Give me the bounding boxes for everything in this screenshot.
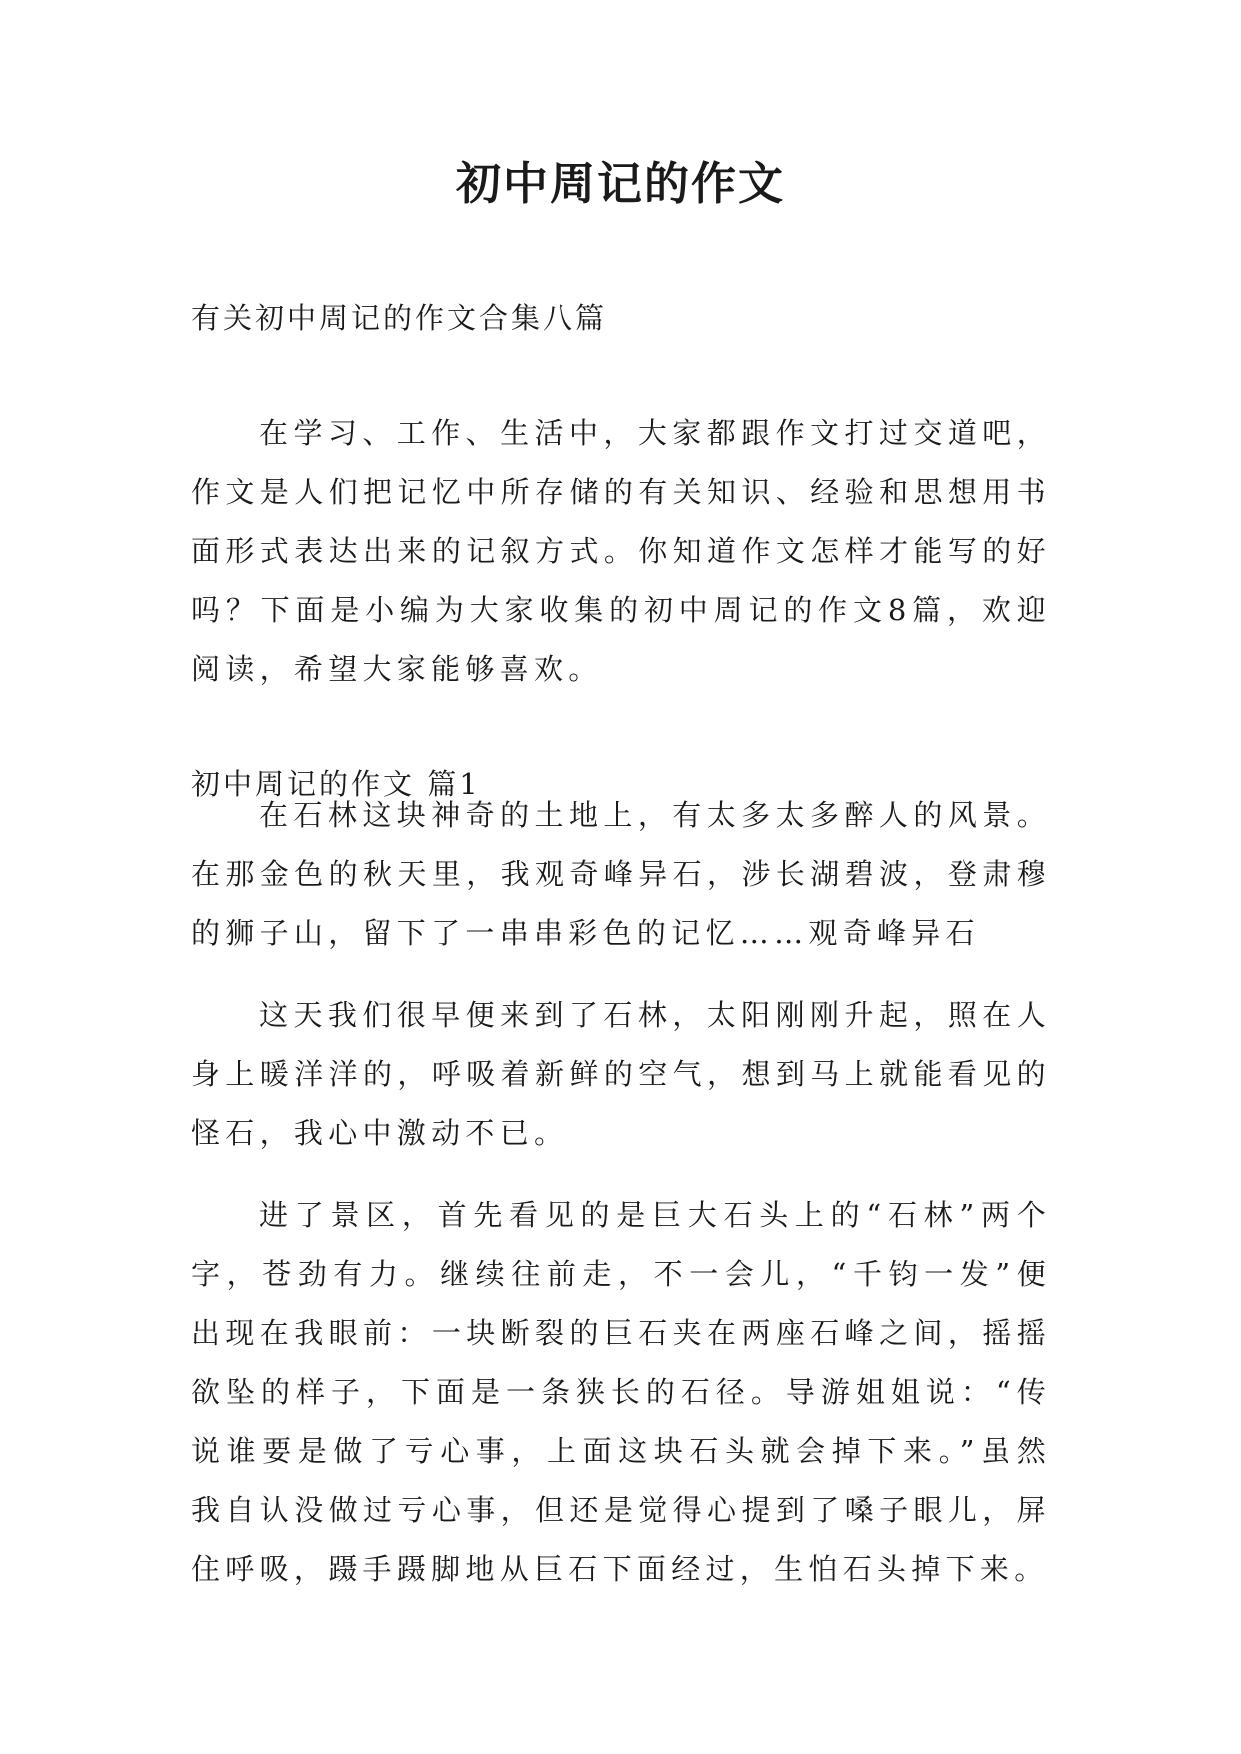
- document-title: 初中周记的作文: [455, 157, 785, 210]
- intro-paragraph: 在学习、工作、生活中，大家都跟作文打过交道吧，作文是人们把记忆中所存储的有关知识、经验和思想用书面形式表达出来的记叙方式。你知道作文怎样才能写的好吗？下面是小编为大家收集的初中周记的作文8篇，欢迎阅读，希望大家能够喜欢。: [191, 416, 1051, 686]
- body-paragraph-1: 在石林这块神奇的土地上，有太多太多醉人的风景。在那金色的秋天里，我观奇峰异石，涉长湖碧波，登肃穆的狮子山，留下了一串串彩色的记忆……观奇峰异石: [191, 798, 1051, 950]
- body-paragraph-2: 这天我们很早便来到了石林，太阳刚刚升起，照在人身上暖洋洋的，呼吸着新鲜的空气，想到马上就能看见的怪石，我心中激动不已。: [191, 998, 1051, 1150]
- body-paragraph-3: 进了景区，首先看见的是巨大石头上的“石林”两个字，苍劲有力。继续往前走，不一会儿，“千钧一发”便出现在我眼前：一块断裂的巨石夹在两座石峰之间，摇摇欲坠的样子，下面是一条狭长的石径。导游姐姐说：“传说谁要是做了亏心事，上面这块石头就会掉下来。”虽然我自认没做过亏心事，但还是觉得心提到了嗓子眼儿，屏住呼吸，蹑手蹑脚地从巨石下面经过，生怕石头掉下来。: [191, 1198, 1051, 1586]
- section-heading: 初中周记的作文 篇1: [191, 767, 481, 801]
- document-subtitle: 有关初中周记的作文合集八篇: [191, 301, 608, 335]
